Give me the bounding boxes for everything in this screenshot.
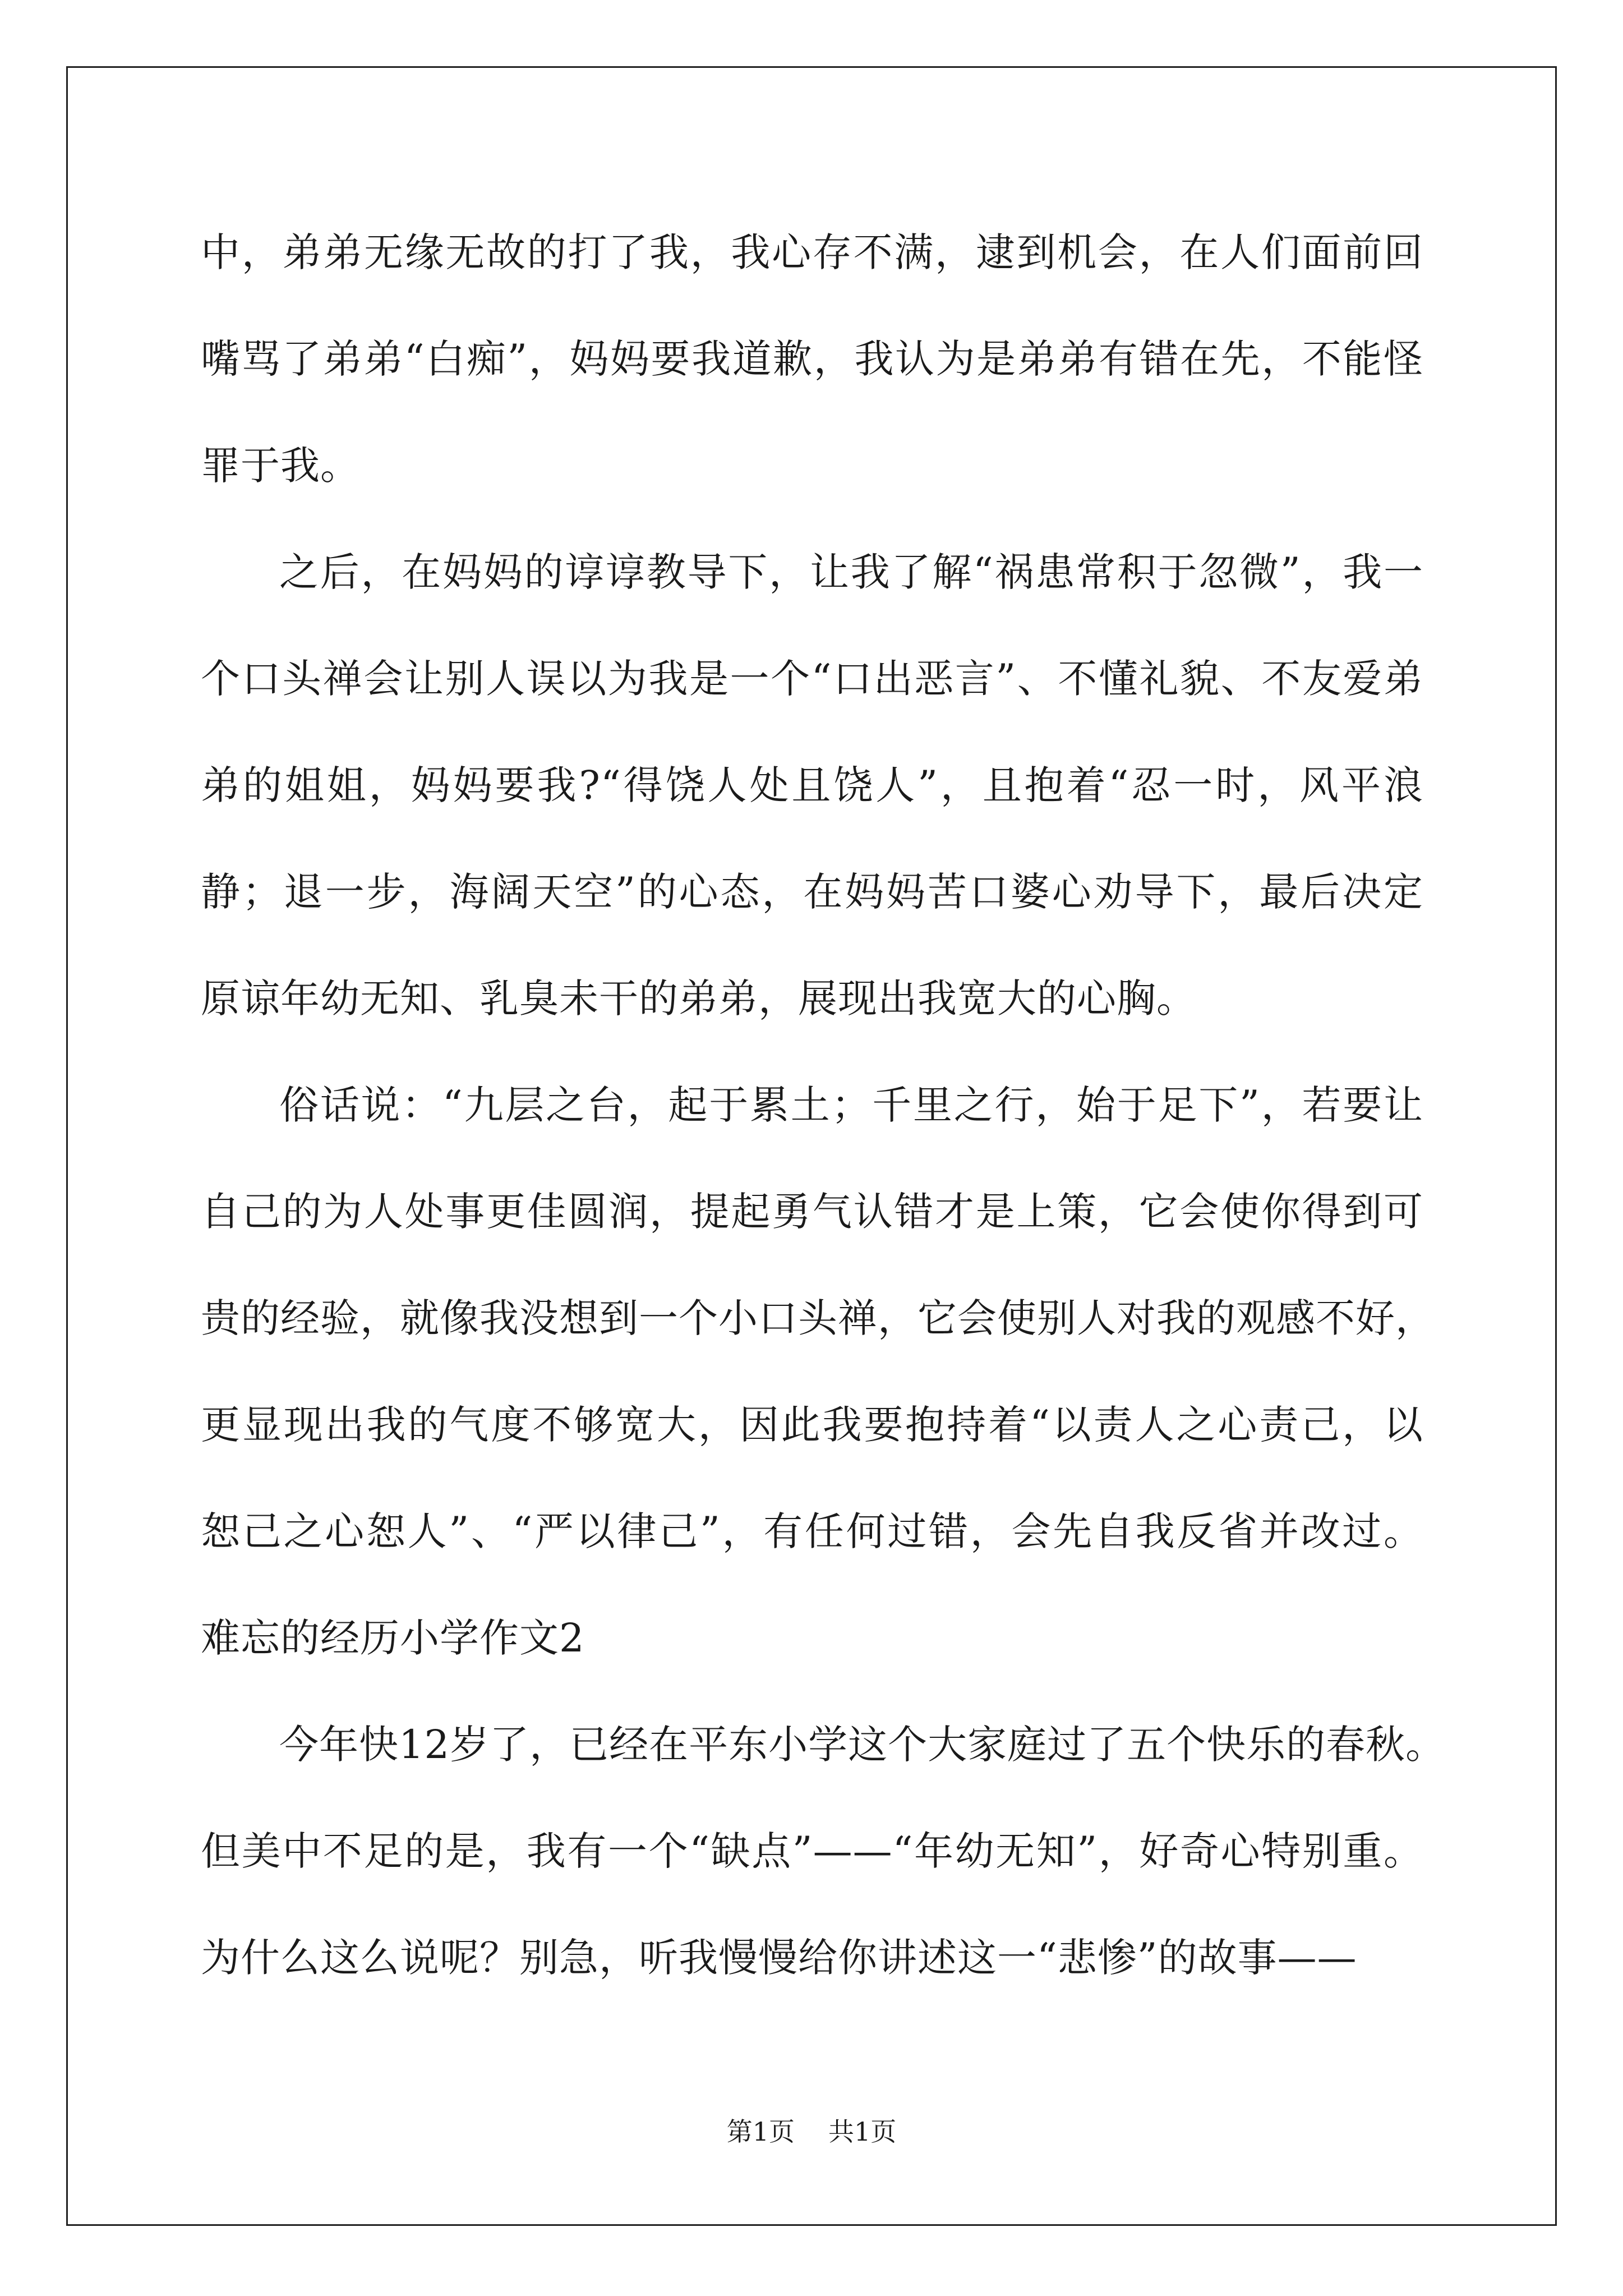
text-line: 自己的为人处事更佳圆润，提起勇气认错才是上策，它会使你得到可 [201, 1189, 1423, 1235]
text-line: 今年快12岁了，已经在平东小学这个大家庭过了五个快乐的春秋。 [279, 1722, 1446, 1768]
text-line: 弟的姐姐，妈妈要我?“得饶人处且饶人”，且抱着“忍一时，风平浪 [201, 762, 1423, 808]
text-line: 贵的经验，就像我没想到一个小口头禅，它会使别人对我的观感不好， [201, 1295, 1435, 1341]
text-line: 之后，在妈妈的谆谆教导下，让我了解“祸患常积于忽微”，我一 [279, 549, 1423, 595]
text-line: 原谅年幼无知、乳臭未干的弟弟，展现出我宽大的心胸。 [201, 976, 1196, 1022]
text-line: 个口头禅会让别人误以为我是一个“口出恶言”、不懂礼貌、不友爱弟 [201, 656, 1423, 702]
page-number: 第1页 [726, 2116, 795, 2147]
text-line: 中，弟弟无缘无故的打了我，我心存不满，逮到机会，在人们面前回 [201, 229, 1423, 275]
text-line: 俗话说：“九层之台，起于累土；千里之行，始于足下”，若要让 [279, 1082, 1423, 1128]
text-line: 恕己之心恕人”、“严以律己”，有任何过错，会先自我反省并改过。 [201, 1508, 1423, 1554]
text-line: 但美中不足的是，我有一个“缺点”——“年幼无知”，好奇心特别重。 [201, 1828, 1423, 1874]
section-heading: 难忘的经历小学作文2 [201, 1615, 585, 1661]
page-footer [0, 2115, 1623, 2148]
text-line: 更显现出我的气度不够宽大，因此我要抱持着“以责人之心责己，以 [201, 1402, 1423, 1448]
document-body [201, 208, 1446, 2019]
text-line: 为什么这么说呢？别急，听我慢慢给你讲述这一“悲惨”的故事—— [201, 1935, 1357, 1981]
text-line: 罪于我。 [201, 443, 360, 489]
text-line: 静；退一步，海阔天空”的心态，在妈妈苦口婆心劝导下，最后决定 [201, 869, 1423, 915]
text-line: 嘴骂了弟弟“白痴”，妈妈要我道歉，我认为是弟弟有错在先，不能怪 [201, 336, 1423, 382]
page-total: 共1页 [828, 2116, 897, 2147]
